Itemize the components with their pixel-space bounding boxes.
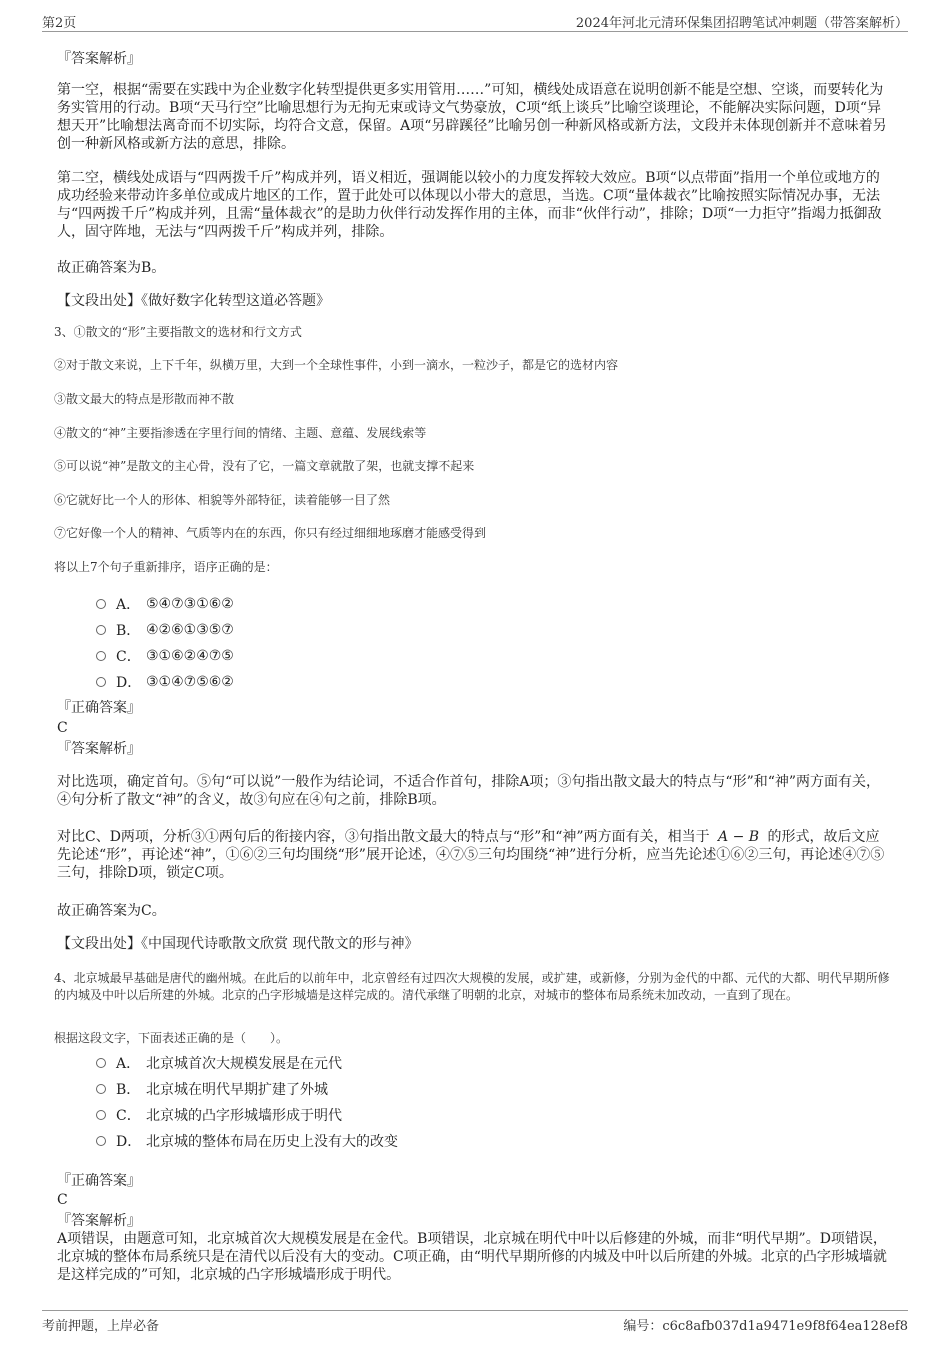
q3-source: 【文段出处】《中国现代诗歌散文欣赏 现代散文的形与神》 bbox=[57, 936, 419, 952]
q3-prompt: 将以上7个句子重新排序，语序正确的是： bbox=[54, 560, 278, 574]
q4-answer-label: 『正确答案』 bbox=[57, 1173, 141, 1189]
q3-conclusion: 故正确答案为C。 bbox=[57, 903, 166, 919]
option-letter: B． bbox=[116, 623, 141, 639]
q3-analysis-p2-end: 的形式，故后文应先论述“形”，再论述“神”，①⑥②三句均围绕“形”展开论述，④⑦⑤三句均围绕“神”进行分析，应当先论述①⑥②三句，再论述④⑦⑤三句，排除D项，锁定C项。 bbox=[57, 829, 885, 881]
option-text: ④②⑥①③⑤⑦ bbox=[146, 622, 234, 638]
q3-sentence-2: ②对于散文来说，上下千年，纵横万里，大到一个全球性事件，小到一滴水，一粒沙子，都是它的选材内容 bbox=[54, 358, 619, 372]
q2-conclusion: 故正确答案为B。 bbox=[57, 260, 166, 276]
q3-option-c[interactable] bbox=[96, 646, 234, 666]
option-letter: C． bbox=[116, 1108, 141, 1124]
q2-source: 【文段出处】《做好数字化转型这道必答题》 bbox=[57, 293, 330, 309]
q4-prompt: 根据这段文字，下面表述正确的是（ ）。 bbox=[54, 1031, 289, 1045]
q3-sentence-3: ③散文最大的特点是形散而神不散 bbox=[54, 392, 235, 406]
q3-analysis-p1: 对比选项，确定首句。⑤句“可以说”一般作为结论词，不适合作首句，排除A项；③句指出散文最大的特点与“形”和“神”两方面有关，④句分析了散文“神”的含义，故③句应在④句之前，排除B项。 bbox=[57, 774, 881, 808]
q3-option-a[interactable] bbox=[96, 594, 234, 614]
document-title: 2024年河北元清环保集团招聘笔试冲刺题（带答案解析） bbox=[575, 16, 908, 31]
option-text: ③①⑥②④⑦⑤ bbox=[146, 648, 234, 664]
option-letter: B． bbox=[116, 1082, 141, 1098]
header-divider bbox=[42, 31, 908, 32]
option-text: 北京城在明代早期扩建了外城 bbox=[146, 1082, 328, 1098]
q3-stem: 3、①散文的“形”主要指散文的选材和行文方式 bbox=[54, 325, 302, 339]
radio-icon[interactable] bbox=[96, 651, 106, 661]
q3-analysis-p2 bbox=[57, 828, 893, 882]
q4-answer: C bbox=[57, 1192, 68, 1208]
option-letter: D． bbox=[116, 675, 142, 691]
option-text: 北京城的整体布局在历史上没有大的改变 bbox=[146, 1134, 398, 1150]
option-text: 北京城的凸字形城墙形成于明代 bbox=[146, 1108, 342, 1124]
q4-option-a[interactable] bbox=[96, 1053, 342, 1073]
radio-icon[interactable] bbox=[96, 1058, 106, 1068]
q3-sentence-7: ⑦它好像一个人的精神、气质等内在的东西，你只有经过细细地琢磨才能感受得到 bbox=[54, 526, 487, 540]
option-letter: C． bbox=[116, 649, 141, 665]
formula: A − B bbox=[718, 829, 760, 845]
q4-option-d[interactable] bbox=[96, 1131, 398, 1151]
q3-analysis-p2-start: 对比C、D两项，分析③①两句后的衔接内容，③句指出散文最大的特点与“形”和“神”两方面有关，相当于 bbox=[57, 829, 710, 845]
q2-analysis-label: 『答案解析』 bbox=[57, 51, 141, 67]
radio-icon[interactable] bbox=[96, 677, 106, 687]
radio-icon[interactable] bbox=[96, 599, 106, 609]
option-letter: D． bbox=[116, 1134, 142, 1150]
radio-icon[interactable] bbox=[96, 1110, 106, 1120]
option-text: ⑤④⑦③①⑥② bbox=[146, 596, 234, 612]
q3-sentence-6: ⑥它就好比一个人的形体、相貌等外部特征，读着能够一目了然 bbox=[54, 493, 391, 507]
q4-option-c[interactable] bbox=[96, 1105, 342, 1125]
option-text: ③①④⑦⑤⑥② bbox=[146, 674, 234, 690]
option-letter: A． bbox=[116, 597, 141, 613]
q4-analysis: A项错误，由题意可知，北京城首次大规模发展是在金代。B项错误，北京城在明代中叶以后修建的外城，而非“明代早期”。D项错误，北京城的整体布局系统只是在清代以后没有大的变动。C项正确，由“明代早期所修的内城及中叶以后所建的外城。北京的凸字形城墙就是这样完成的”可知，北京城的凸字形城墙形成于明代。 bbox=[57, 1231, 887, 1283]
q3-answer: C bbox=[57, 720, 68, 736]
document-id: 编号：c6c8afb037d1a9471e9f8f64ea128ef8 bbox=[623, 1319, 908, 1334]
q3-option-b[interactable] bbox=[96, 620, 234, 640]
q4-analysis-label: 『答案解析』 bbox=[57, 1213, 141, 1229]
q3-analysis-label: 『答案解析』 bbox=[57, 741, 141, 757]
q3-sentence-5: ⑤可以说“神”是散文的主心骨，没有了它，一篇文章就散了架，也就支撑不起来 bbox=[54, 459, 475, 473]
q4-stem: 4、北京城最早基础是唐代的幽州城。在此后的以前年中，北京曾经有过四次大规模的发展，或扩建，或新修，分别为金代的中都、元代的大都、明代早期所修的内城及中叶以后所建的外城。北京的凸字形城墙是这样完成的。清代承继了明朝的北京，对城市的整体布局系统未加改动，一直到了现在。 bbox=[54, 971, 890, 1002]
page-number: 第2页 bbox=[42, 16, 77, 31]
footer-divider bbox=[42, 1310, 908, 1311]
q2-analysis-p2: 第二空，横线处成语与“四两拨千斤”构成并列，语义相近，强调能以较小的力度发挥较大效应。B项“以点带面”指用一个单位或地方的成功经验来带动许多单位或成片地区的工作，置于此处可以体现以小带大的意思，当选。C项“量体裁衣”比喻按照实际情况办事，无法与“四两拨千斤”构成并列，且需“量体裁衣”的是助力伙伴行动发挥作用的主体，而非“伙伴行动”，排除；D项“一力拒守”指竭力抵御敌人，固守阵地，无法与“四两拨千斤”构成并列，排除。 bbox=[57, 170, 882, 240]
footer-slogan: 考前押题，上岸必备 bbox=[42, 1319, 160, 1334]
option-text: 北京城首次大规模发展是在元代 bbox=[146, 1056, 342, 1072]
q3-option-d[interactable] bbox=[96, 672, 234, 692]
q4-option-b[interactable] bbox=[96, 1079, 328, 1099]
radio-icon[interactable] bbox=[96, 1084, 106, 1094]
q3-answer-label: 『正确答案』 bbox=[57, 700, 141, 716]
q2-analysis-p1: 第一空，根据“需要在实践中为企业数字化转型提供更多实用管用……”可知，横线处成语意在说明创新不能是空想、空谈，而要转化为务实管用的行动。B项“天马行空”比喻思想行为无拘无束或诗文气势豪放，C项“纸上谈兵”比喻空谈理论，不能解决实际问题，D项“异想天开”比喻想法离奇而不切实际，均符合文意，保留。A项“另辟蹊径”比喻另创一种新风格或新方法，文段并未体现创新并不意味着另创一种新风格或新方法的意思，排除。 bbox=[57, 82, 887, 152]
q3-sentence-4: ④散文的“神”主要指渗透在字里行间的情绪、主题、意蕴、发展线索等 bbox=[54, 426, 427, 440]
option-letter: A． bbox=[116, 1056, 141, 1072]
radio-icon[interactable] bbox=[96, 1136, 106, 1146]
radio-icon[interactable] bbox=[96, 625, 106, 635]
